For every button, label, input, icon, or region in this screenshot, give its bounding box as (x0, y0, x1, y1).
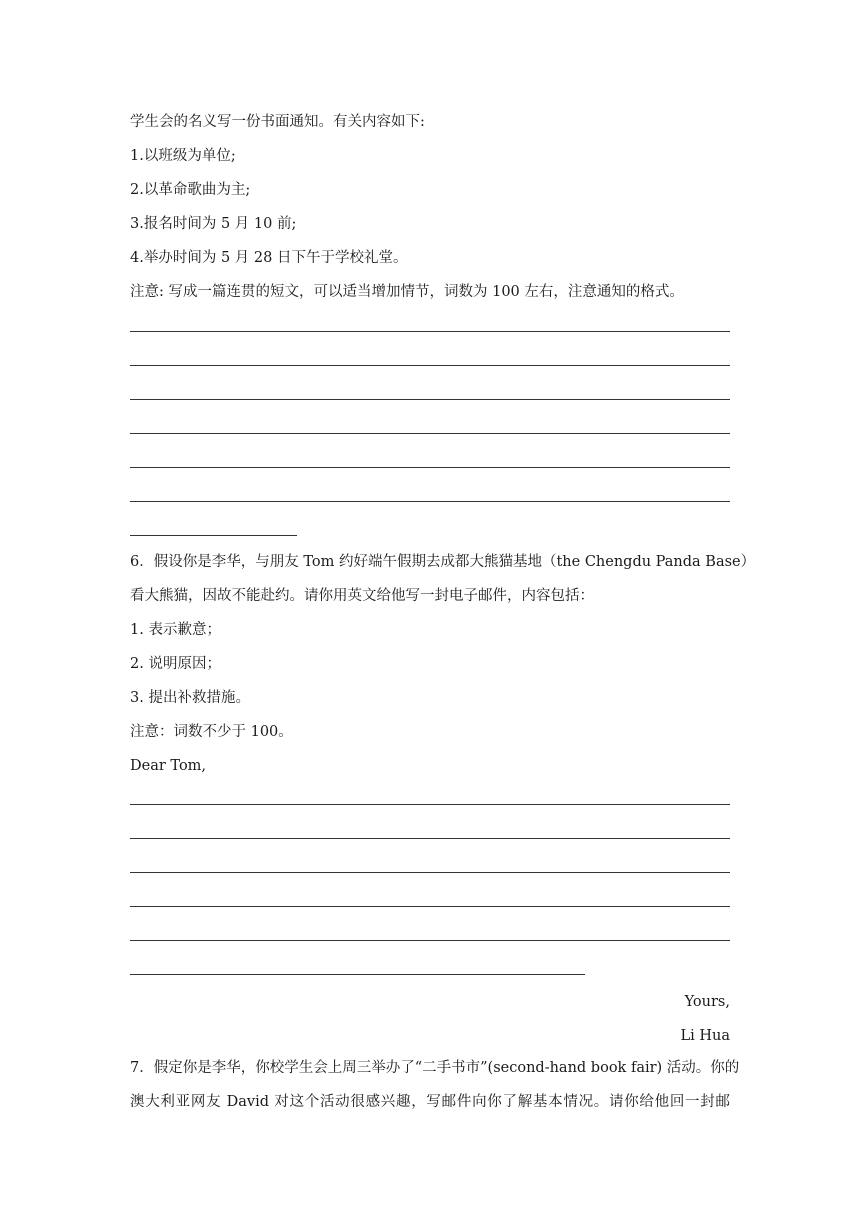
q5-answer-line[interactable] (130, 433, 730, 434)
q5-item-3: 3.报名时间为 5 月 10 前; (130, 216, 297, 232)
q6-answer-line[interactable] (130, 872, 730, 873)
q5-answer-line[interactable] (130, 365, 730, 366)
q5-intro: 学生会的名义写一份书面通知。有关内容如下: (130, 114, 425, 130)
q6-prompt-line-2: 看大熊猫，因故不能赴约。请你用英文给他写一封电子邮件，内容包括： (130, 588, 594, 604)
q6-item-1: 1. 表示歉意； (130, 622, 221, 638)
q5-item-1: 1.以班级为单位; (130, 148, 236, 164)
q5-item-4: 4.举办时间为 5 月 28 日下午于学校礼堂。 (130, 250, 408, 266)
q6-item-2: 2. 说明原因； (130, 656, 221, 672)
q6-item-3: 3. 提出补救措施。 (130, 690, 250, 706)
q5-note: 注意: 写成一篇连贯的短文，可以适当增加情节，词数为 100 左右，注意通知的格式。 (130, 284, 684, 300)
q6-salutation: Dear Tom, (130, 758, 207, 774)
q6-note: 注意：词数不少于 100。 (130, 724, 293, 740)
q6-signature: Li Hua (680, 1028, 730, 1044)
q6-closing: Yours, (684, 994, 730, 1010)
q6-answer-line[interactable] (130, 838, 730, 839)
q6-answer-line[interactable] (130, 804, 730, 805)
q7-prompt-line-2: 澳大利亚网友 David 对这个活动很感兴趣，写邮件向你了解基本情况。请你给他回一封邮 (130, 1094, 730, 1110)
q5-answer-line[interactable] (130, 331, 730, 332)
q5-answer-line[interactable] (130, 399, 730, 400)
q6-prompt-line-1: 6．假设你是李华，与朋友 Tom 约好端午假期去成都大熊猫基地（the Chengdu Panda Base） (130, 554, 756, 570)
q7-prompt-line-1: 7．假定你是李华，你校学生会上周三举办了“二手书市”(second-hand book fair) 活动。你的 (130, 1060, 740, 1076)
q6-answer-line[interactable] (130, 906, 730, 907)
q6-answer-line[interactable] (130, 940, 730, 941)
q5-answer-line[interactable] (130, 467, 730, 468)
q5-answer-line[interactable] (130, 501, 730, 502)
q5-item-2: 2.以革命歌曲为主; (130, 182, 251, 198)
q6-answer-line[interactable] (130, 974, 585, 975)
q5-answer-line[interactable] (130, 535, 297, 536)
